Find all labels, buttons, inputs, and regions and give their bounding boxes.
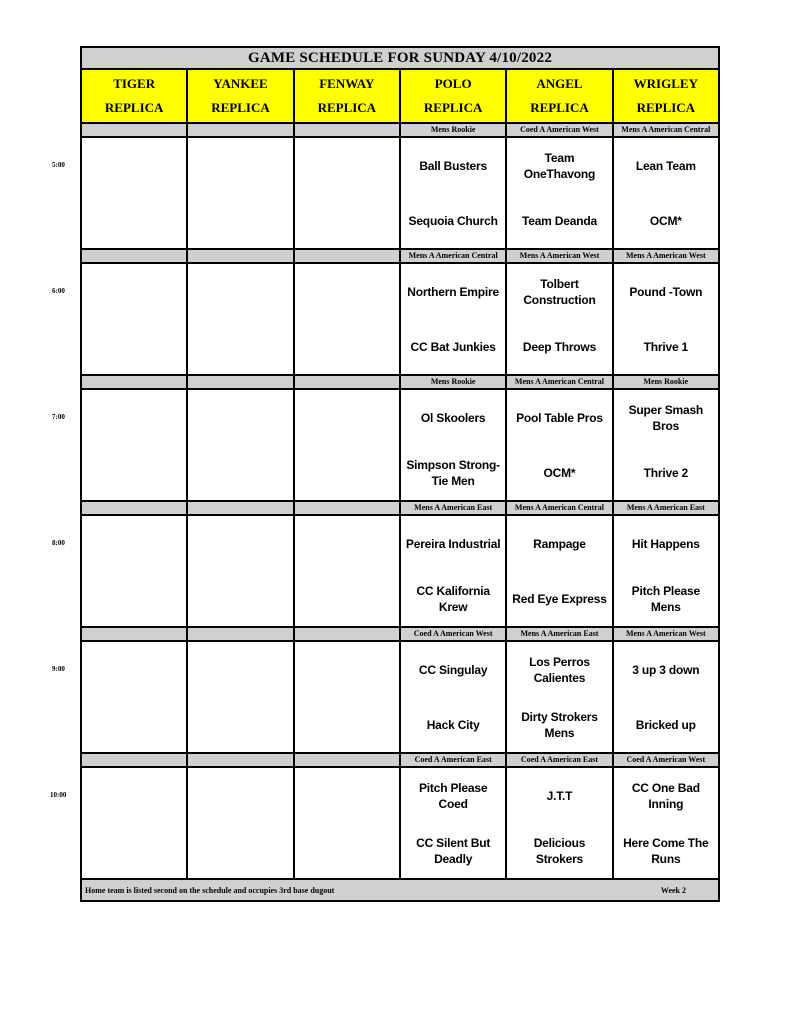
game-cell xyxy=(506,263,612,375)
week-label: Week 2 xyxy=(660,885,686,895)
matchup xyxy=(614,138,718,248)
empty-division-cell xyxy=(81,375,187,389)
empty-division-cell xyxy=(81,501,187,515)
division-row xyxy=(81,375,719,389)
footer-note: Home team is listed second on the schedule and occupies 3rd base dugout xyxy=(85,885,335,895)
game-cell xyxy=(613,389,719,501)
game-cell xyxy=(400,641,506,753)
matchup xyxy=(507,138,611,248)
game-row xyxy=(81,263,719,375)
field-name: WRIGLEY xyxy=(633,76,698,91)
home-team: Hack City xyxy=(426,717,480,732)
division-row xyxy=(81,249,719,263)
away-team: Ol Skoolers xyxy=(420,410,486,425)
field-header xyxy=(81,69,187,123)
schedule-sheet xyxy=(80,46,720,902)
empty-division-cell xyxy=(294,627,400,641)
game-row xyxy=(81,137,719,249)
matchup xyxy=(614,768,718,878)
division-label: Mens A American West xyxy=(613,627,719,641)
home-team: Team Deanda xyxy=(522,213,597,228)
game-cell xyxy=(400,389,506,501)
matchup xyxy=(614,516,718,626)
division-row xyxy=(81,627,719,641)
field-name: ANGEL xyxy=(536,76,583,91)
home-team: Thrive 1 xyxy=(643,339,689,354)
time-label: 9:00 xyxy=(52,665,65,673)
away-team: Hit Happens xyxy=(631,536,700,551)
division-label: Mens Rookie xyxy=(613,375,719,389)
matchup xyxy=(401,390,505,500)
empty-game-cell xyxy=(294,389,400,501)
division-row xyxy=(81,501,719,515)
away-team: Tolbert Construction xyxy=(523,276,596,307)
away-team: Super Smash Bros xyxy=(628,402,704,433)
game-cell xyxy=(400,137,506,249)
home-team: Bricked up xyxy=(635,717,696,732)
division-label: Coed A American East xyxy=(506,753,612,767)
division-label: Coed A American East xyxy=(400,753,506,767)
matchup xyxy=(401,138,505,248)
empty-game-cell xyxy=(81,641,187,753)
empty-game-cell xyxy=(81,767,187,879)
field-subtitle: REPLICA xyxy=(530,100,589,115)
empty-division-cell xyxy=(187,375,293,389)
division-label: Mens A American West xyxy=(506,249,612,263)
away-team: CC One Bad Inning xyxy=(631,780,700,811)
footer-cell xyxy=(81,879,719,901)
empty-game-cell xyxy=(187,137,293,249)
home-team: Simpson Strong-Tie Men xyxy=(406,457,500,488)
division-label: Coed A American West xyxy=(400,627,506,641)
game-cell xyxy=(400,515,506,627)
game-cell xyxy=(613,767,719,879)
empty-game-cell xyxy=(187,263,293,375)
game-row xyxy=(81,389,719,501)
empty-division-cell xyxy=(81,123,187,137)
empty-division-cell xyxy=(81,627,187,641)
footer-content xyxy=(82,886,718,895)
home-team: Delicious Strokers xyxy=(533,835,586,866)
home-team: Deep Throws xyxy=(522,339,597,354)
game-row xyxy=(81,641,719,753)
empty-division-cell xyxy=(294,123,400,137)
empty-division-cell xyxy=(187,249,293,263)
field-name: FENWAY xyxy=(319,76,375,91)
home-team: CC Kalifornia Krew xyxy=(416,583,490,614)
game-row xyxy=(81,767,719,879)
home-team: Thrive 2 xyxy=(643,465,689,480)
away-team: Lean Team xyxy=(635,158,696,173)
empty-game-cell xyxy=(294,137,400,249)
empty-game-cell xyxy=(81,263,187,375)
time-label: 8:00 xyxy=(52,539,65,547)
home-team: Here Come The Runs xyxy=(623,835,709,866)
empty-division-cell xyxy=(187,501,293,515)
empty-division-cell xyxy=(187,753,293,767)
time-label: 6:00 xyxy=(52,287,65,295)
home-team: Dirty Strokers Mens xyxy=(521,709,598,740)
empty-game-cell xyxy=(294,515,400,627)
game-cell xyxy=(506,641,612,753)
empty-division-cell xyxy=(187,123,293,137)
division-row xyxy=(81,123,719,137)
empty-game-cell xyxy=(294,641,400,753)
division-label: Coed A American West xyxy=(613,753,719,767)
away-team: Pool Table Pros xyxy=(516,410,603,425)
away-team: Pitch Please Coed xyxy=(418,780,488,811)
field-name: TIGER xyxy=(113,76,156,91)
away-team: Pound -Town xyxy=(629,284,703,299)
empty-division-cell xyxy=(294,249,400,263)
matchup xyxy=(614,264,718,374)
division-label: Coed A American West xyxy=(506,123,612,137)
game-cell xyxy=(506,137,612,249)
field-subtitle: REPLICA xyxy=(636,100,696,115)
time-label: 5:00 xyxy=(52,161,65,169)
empty-division-cell xyxy=(81,753,187,767)
home-team: Sequoia Church xyxy=(408,213,498,228)
empty-game-cell xyxy=(187,515,293,627)
empty-game-cell xyxy=(294,263,400,375)
field-header xyxy=(400,69,506,123)
empty-game-cell xyxy=(187,767,293,879)
away-team: Pereira Industrial xyxy=(405,536,501,551)
game-cell xyxy=(506,515,612,627)
empty-division-cell xyxy=(294,375,400,389)
page-title: GAME SCHEDULE FOR SUNDAY 4/10/2022 xyxy=(81,47,719,69)
division-label: Mens A American East xyxy=(613,501,719,515)
empty-game-cell xyxy=(294,767,400,879)
field-header xyxy=(187,69,293,123)
field-header xyxy=(506,69,612,123)
field-subtitle: REPLICA xyxy=(423,100,483,115)
footer-row xyxy=(81,879,719,901)
home-team: OCM* xyxy=(649,213,682,228)
game-cell xyxy=(506,389,612,501)
division-label: Mens A American East xyxy=(506,627,612,641)
field-header xyxy=(294,69,400,123)
empty-game-cell xyxy=(187,389,293,501)
division-label: Mens A American Central xyxy=(613,123,719,137)
division-label: Mens A American East xyxy=(400,501,506,515)
field-name: POLO xyxy=(434,76,472,91)
home-team: OCM* xyxy=(543,465,576,480)
matchup xyxy=(614,642,718,752)
empty-division-cell xyxy=(294,753,400,767)
division-row xyxy=(81,753,719,767)
division-label: Mens Rookie xyxy=(400,375,506,389)
field-header xyxy=(613,69,719,123)
matchup xyxy=(507,768,611,878)
empty-division-cell xyxy=(187,627,293,641)
field-name: YANKEE xyxy=(213,76,268,91)
away-team: CC Singulay xyxy=(418,662,488,677)
game-cell xyxy=(613,641,719,753)
field-subtitle: REPLICA xyxy=(104,100,164,115)
time-label: 10:00 xyxy=(50,791,67,799)
time-label: 7:00 xyxy=(52,413,65,421)
division-label: Mens A American West xyxy=(613,249,719,263)
matchup xyxy=(507,390,611,500)
matchup xyxy=(401,642,505,752)
away-team: Los Perros Calientes xyxy=(529,654,590,685)
empty-game-cell xyxy=(81,515,187,627)
game-cell xyxy=(400,767,506,879)
field-subtitle: REPLICA xyxy=(317,100,377,115)
matchup xyxy=(507,264,611,374)
division-label: Mens Rookie xyxy=(400,123,506,137)
home-team: CC Bat Junkies xyxy=(410,339,496,354)
empty-division-cell xyxy=(81,249,187,263)
division-label: Mens A American Central xyxy=(506,501,612,515)
division-label: Mens A American Central xyxy=(400,249,506,263)
empty-division-cell xyxy=(294,501,400,515)
away-team: Rampage xyxy=(533,536,586,551)
empty-game-cell xyxy=(81,389,187,501)
matchup xyxy=(401,264,505,374)
away-team: J.T.T xyxy=(546,788,573,803)
home-team: CC Silent But Deadly xyxy=(416,835,491,866)
schedule-table xyxy=(80,46,720,902)
game-cell xyxy=(400,263,506,375)
field-subtitle: REPLICA xyxy=(211,100,270,115)
home-team: Pitch Please Mens xyxy=(631,583,700,614)
game-cell xyxy=(613,515,719,627)
matchup xyxy=(614,390,718,500)
game-row xyxy=(81,515,719,627)
matchup xyxy=(507,516,611,626)
matchup xyxy=(401,768,505,878)
matchup xyxy=(401,516,505,626)
empty-game-cell xyxy=(81,137,187,249)
empty-game-cell xyxy=(187,641,293,753)
division-label: Mens A American Central xyxy=(506,375,612,389)
away-team: Team OneThavong xyxy=(523,150,596,181)
game-cell xyxy=(613,137,719,249)
game-cell xyxy=(506,767,612,879)
matchup xyxy=(507,642,611,752)
field-header-row xyxy=(81,69,719,123)
home-team: Red Eye Express xyxy=(512,591,607,606)
away-team: Northern Empire xyxy=(407,284,499,299)
away-team: Ball Busters xyxy=(419,158,487,173)
game-cell xyxy=(613,263,719,375)
away-team: 3 up 3 down xyxy=(632,662,700,677)
